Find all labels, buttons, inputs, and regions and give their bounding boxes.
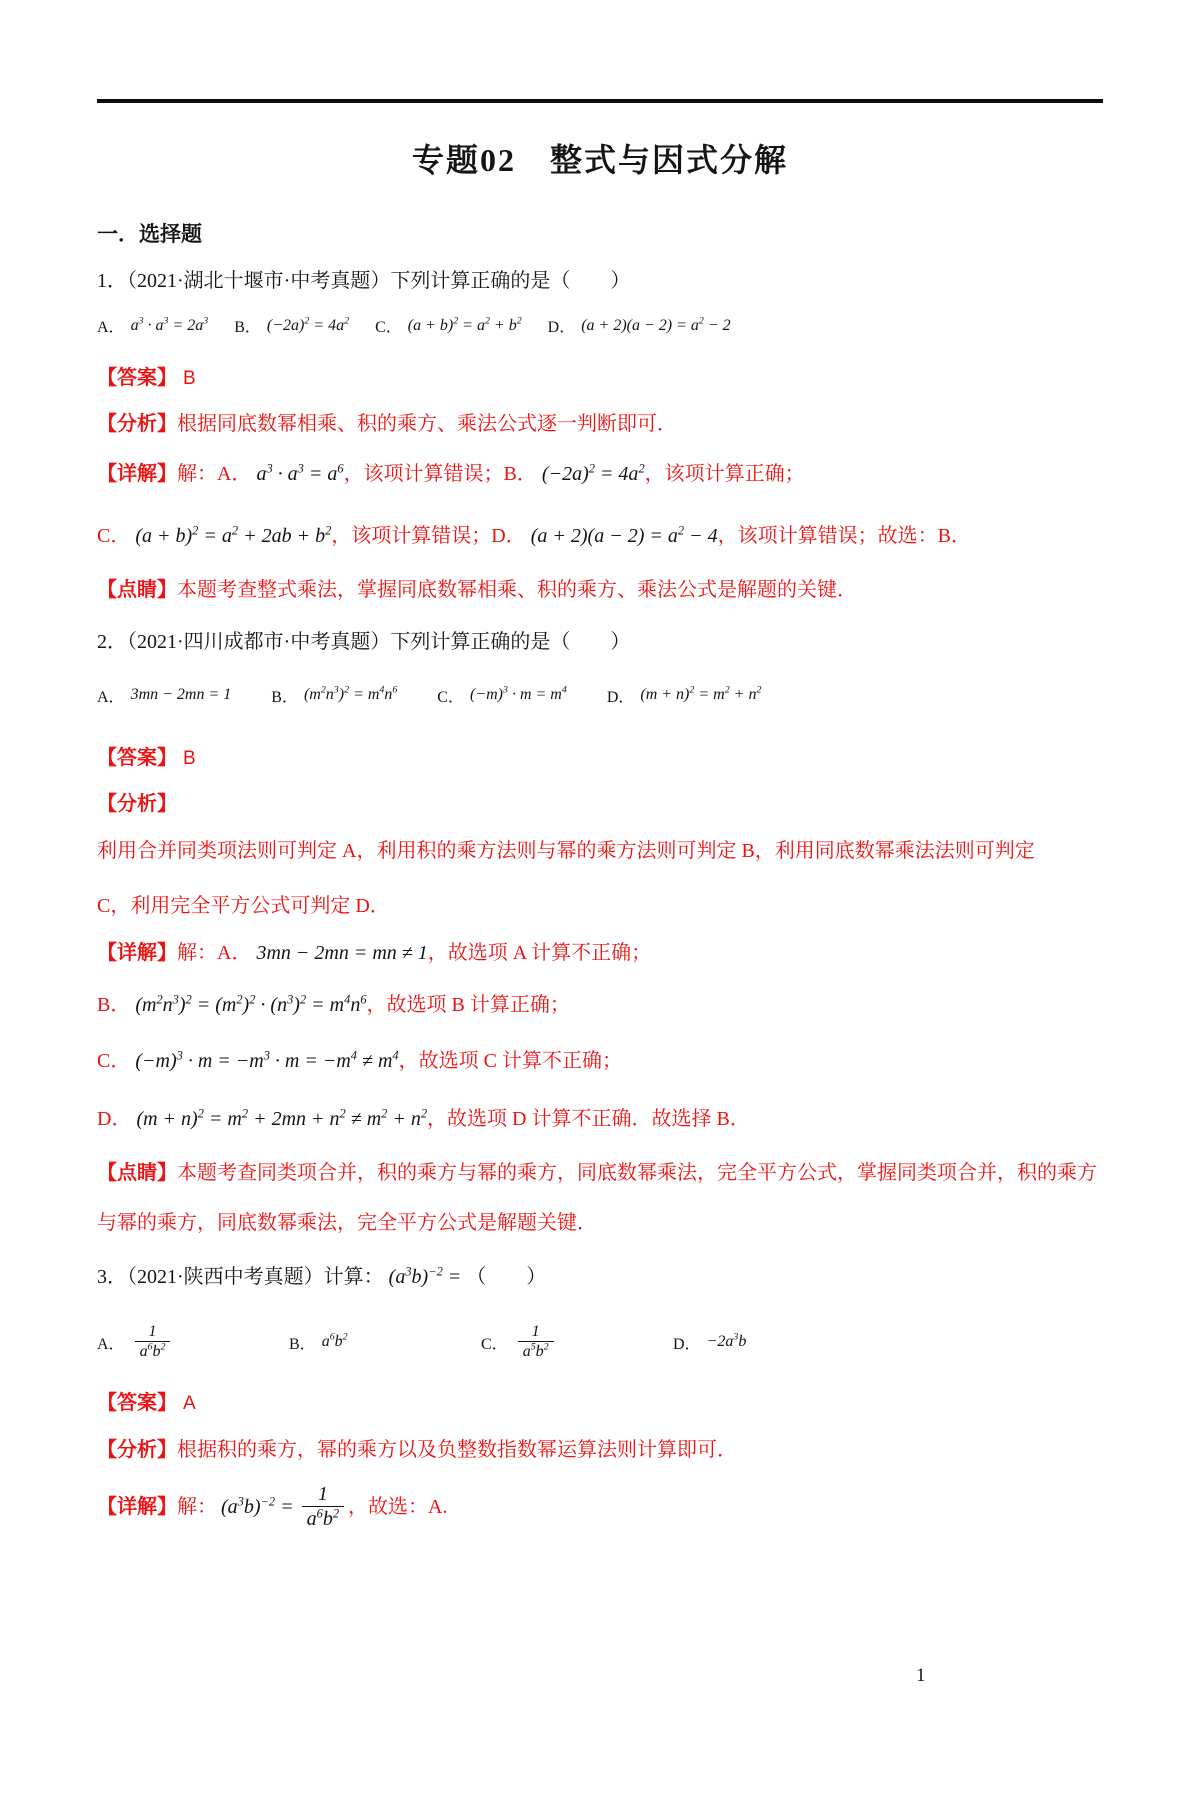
detail-text: ，该项计算错误；D． <box>331 525 526 547</box>
answer-label: 【答案】 <box>97 1392 177 1414</box>
option-letter: D． <box>673 1335 701 1353</box>
fraction-numerator: 1 <box>317 1483 328 1505</box>
comment-text: 本题考查同类项合并，积的乘方与幂的乘方，同底数幂乘法，完全平方公式，掌握同类项合并，积的乘方与幂的乘方，同底数幂乘法，完全平方公式是解题关键． <box>97 1162 1097 1234</box>
fraction-numerator: 1 <box>531 1322 540 1340</box>
fraction-denominator: $a^6b^2$ <box>302 1506 344 1531</box>
question-3-stem <box>97 1262 1103 1292</box>
question-2-detail-line-1 <box>97 938 1103 968</box>
option-letter: C． <box>481 1335 508 1353</box>
page-title: 专题02 整式与因式分解 <box>411 142 788 178</box>
question-2-analysis-line-2: C，利用完全平方公式可判定 D． <box>97 895 390 917</box>
fraction-denominator: $a^5b^2$ <box>518 1341 554 1361</box>
detail-text: 解： <box>177 1496 217 1518</box>
answer-value: A <box>183 1393 196 1414</box>
formula: $(a + b)^2 = a^2 + b^2$ <box>407 315 522 334</box>
detail-text: D． <box>97 1108 132 1130</box>
question-1-comment <box>97 575 1103 605</box>
question-3-option-b <box>289 1331 481 1354</box>
detail-text: C． <box>97 1050 131 1072</box>
question-2-option-d <box>607 684 762 707</box>
formula: $-2a^3b$ <box>706 1331 747 1350</box>
fraction <box>518 1323 554 1362</box>
question-1 <box>97 266 1103 605</box>
detail-text: 解：A． <box>177 463 252 485</box>
question-2-stem: 2．（2021·四川成都市·中考真题）下列计算正确的是（ ） <box>97 631 631 653</box>
formula: $(m + n)^2 = m^2 + 2mn + n^2 \ne m^2 + n^2$ <box>136 1106 428 1130</box>
question-1-options <box>97 314 1103 337</box>
formula: $(-2a)^2 = 4a^2$ <box>541 461 645 485</box>
question-3-options <box>97 1306 1103 1378</box>
formula: $(m + n)^2 = m^2 + n^2$ <box>640 684 762 703</box>
formula: $(a + 2)(a - 2) = a^2 - 2$ <box>581 315 731 334</box>
formula: 3mn − 2mn = mn ≠ 1 <box>256 942 428 964</box>
formula: $(a^3b)^{-2}$ = <box>221 1494 294 1518</box>
option-letter: A． <box>97 319 125 336</box>
detail-text: C． <box>97 525 131 547</box>
analysis-text: 根据同底数幂相乘、积的乘方、乘法公式逐一判断即可． <box>177 413 677 435</box>
question-2-options <box>97 673 1103 717</box>
option-letter: C． <box>375 319 402 336</box>
formula: $(-2a)^2 = 4a^2$ <box>266 315 350 334</box>
detail-text: ，故选项 A 计算不正确； <box>427 942 652 964</box>
question-1-option-c <box>375 314 522 337</box>
formula: $a^6b^2$ <box>321 1331 348 1350</box>
question-2-analysis-line-1: 利用合并同类项法则可判定 A，利用积的乘方法则与幂的乘方法则可判定 B，利用同底数幂乘法法则可判定 <box>97 840 1035 862</box>
fraction <box>302 1483 344 1531</box>
question-3-option-c <box>481 1323 673 1362</box>
analysis-label: 【分析】 <box>97 413 177 435</box>
question-2-option-c <box>437 684 567 707</box>
detail-text: ，故选项 D 计算不正确．故选择 B． <box>427 1108 750 1130</box>
formula: 3mn − 2mn = 1 <box>130 686 232 703</box>
comment-label: 【点睛】 <box>97 1162 177 1184</box>
formula: $(-m)^3 \cdot m = m^4$ <box>469 684 567 703</box>
question-2-analysis-label <box>97 789 1103 819</box>
detail-label: 【详解】 <box>97 1496 177 1518</box>
question-3-answer <box>97 1388 1103 1419</box>
question-2-option-a <box>97 684 231 707</box>
question-1-answer <box>97 363 1103 394</box>
question-2-detail-line-4 <box>97 1104 1103 1134</box>
question-2-answer <box>97 743 1103 774</box>
answer-label: 【答案】 <box>97 367 177 389</box>
page-content <box>0 99 1200 1531</box>
comment-label: 【点睛】 <box>97 579 177 601</box>
fraction-numerator: 1 <box>148 1322 157 1340</box>
comment-text: 本题考查整式乘法，掌握同底数幂相乘、积的乘方、乘法公式是解题的关键． <box>177 579 857 601</box>
question-1-option-d <box>548 314 731 337</box>
question-2-comment <box>97 1148 1103 1248</box>
fraction-denominator: $a^6b^2$ <box>135 1341 171 1361</box>
header-rule <box>97 99 1103 103</box>
stem-text: （ ） <box>466 1266 547 1288</box>
detail-text: 解：A． <box>177 942 252 964</box>
detail-text: B． <box>97 994 131 1016</box>
question-3 <box>97 1262 1103 1531</box>
detail-text: ，故选项 B 计算正确； <box>366 994 570 1016</box>
answer-value: B <box>183 748 196 769</box>
document-page <box>0 99 1200 1797</box>
question-2-option-b <box>271 684 397 707</box>
question-2 <box>97 627 1103 1248</box>
question-1-option-a <box>97 314 208 337</box>
question-2-detail-line-3 <box>97 1046 1103 1076</box>
answer-value: B <box>183 368 196 389</box>
question-1-detail-line-2 <box>97 521 1103 551</box>
question-3-analysis <box>97 1435 1103 1465</box>
option-letter: D． <box>606 688 635 706</box>
fraction <box>135 1323 171 1362</box>
detail-label: 【详解】 <box>97 942 177 964</box>
option-letter: B． <box>271 688 298 706</box>
detail-text: ，故选项 C 计算不正确； <box>398 1050 622 1072</box>
detail-text: ，故选：A. <box>348 1496 448 1518</box>
option-letter: A． <box>97 1335 125 1353</box>
question-3-option-d <box>673 1331 746 1354</box>
question-1-detail-line-1 <box>97 459 1103 489</box>
option-letter: B． <box>289 1335 316 1353</box>
formula: $(a + b)^2 = a^2 + 2ab + b^2$ <box>135 523 332 547</box>
option-letter: C． <box>437 688 464 706</box>
option-letter: D． <box>547 319 576 336</box>
question-2-detail-line-2 <box>97 990 1103 1020</box>
detail-text: ，该项计算正确； <box>644 463 805 485</box>
analysis-label: 【分析】 <box>97 793 177 815</box>
formula: $(-m)^3 \cdot m = -m^3 \cdot m = -m^4 \ne m^4$ <box>135 1048 399 1072</box>
option-letter: A． <box>97 688 125 706</box>
detail-text: ，该项计算错误；故选：B． <box>717 525 971 547</box>
stem-text: 3．（2021·陕西中考真题）计算： <box>97 1266 384 1288</box>
detail-label: 【详解】 <box>97 463 177 485</box>
question-3-detail <box>97 1483 1103 1531</box>
detail-text: ，该项计算错误；B． <box>343 463 537 485</box>
formula: $a^3 \cdot a^3 = 2a^3$ <box>130 315 209 334</box>
page-number: 1 <box>916 1665 926 1686</box>
option-letter: B． <box>234 319 261 336</box>
formula: $a^3 \cdot a^3 = a^6$ <box>256 461 344 485</box>
analysis-label: 【分析】 <box>97 1439 177 1461</box>
section-heading: 一．选择题 <box>97 222 202 246</box>
formula: $(m^2n^3)^2 = m^4n^6$ <box>303 684 398 703</box>
formula: $(a + 2)(a - 2) = a^2 - 4$ <box>530 523 718 547</box>
question-1-option-b <box>234 314 349 337</box>
question-1-stem: 1．（2021·湖北十堰市·中考真题）下列计算正确的是（ ） <box>97 270 631 292</box>
analysis-text: 根据积的乘方，幂的乘方以及负整数指数幂运算法则计算即可． <box>177 1439 737 1461</box>
question-3-option-a <box>97 1323 289 1362</box>
answer-label: 【答案】 <box>97 747 177 769</box>
question-1-analysis <box>97 409 1103 439</box>
formula: $(a^3b)^{-2}$ = <box>388 1264 462 1288</box>
formula: $(m^2n^3)^2 = (m^2)^2 \cdot (n^3)^2 = m^4n^6$ <box>135 992 367 1016</box>
